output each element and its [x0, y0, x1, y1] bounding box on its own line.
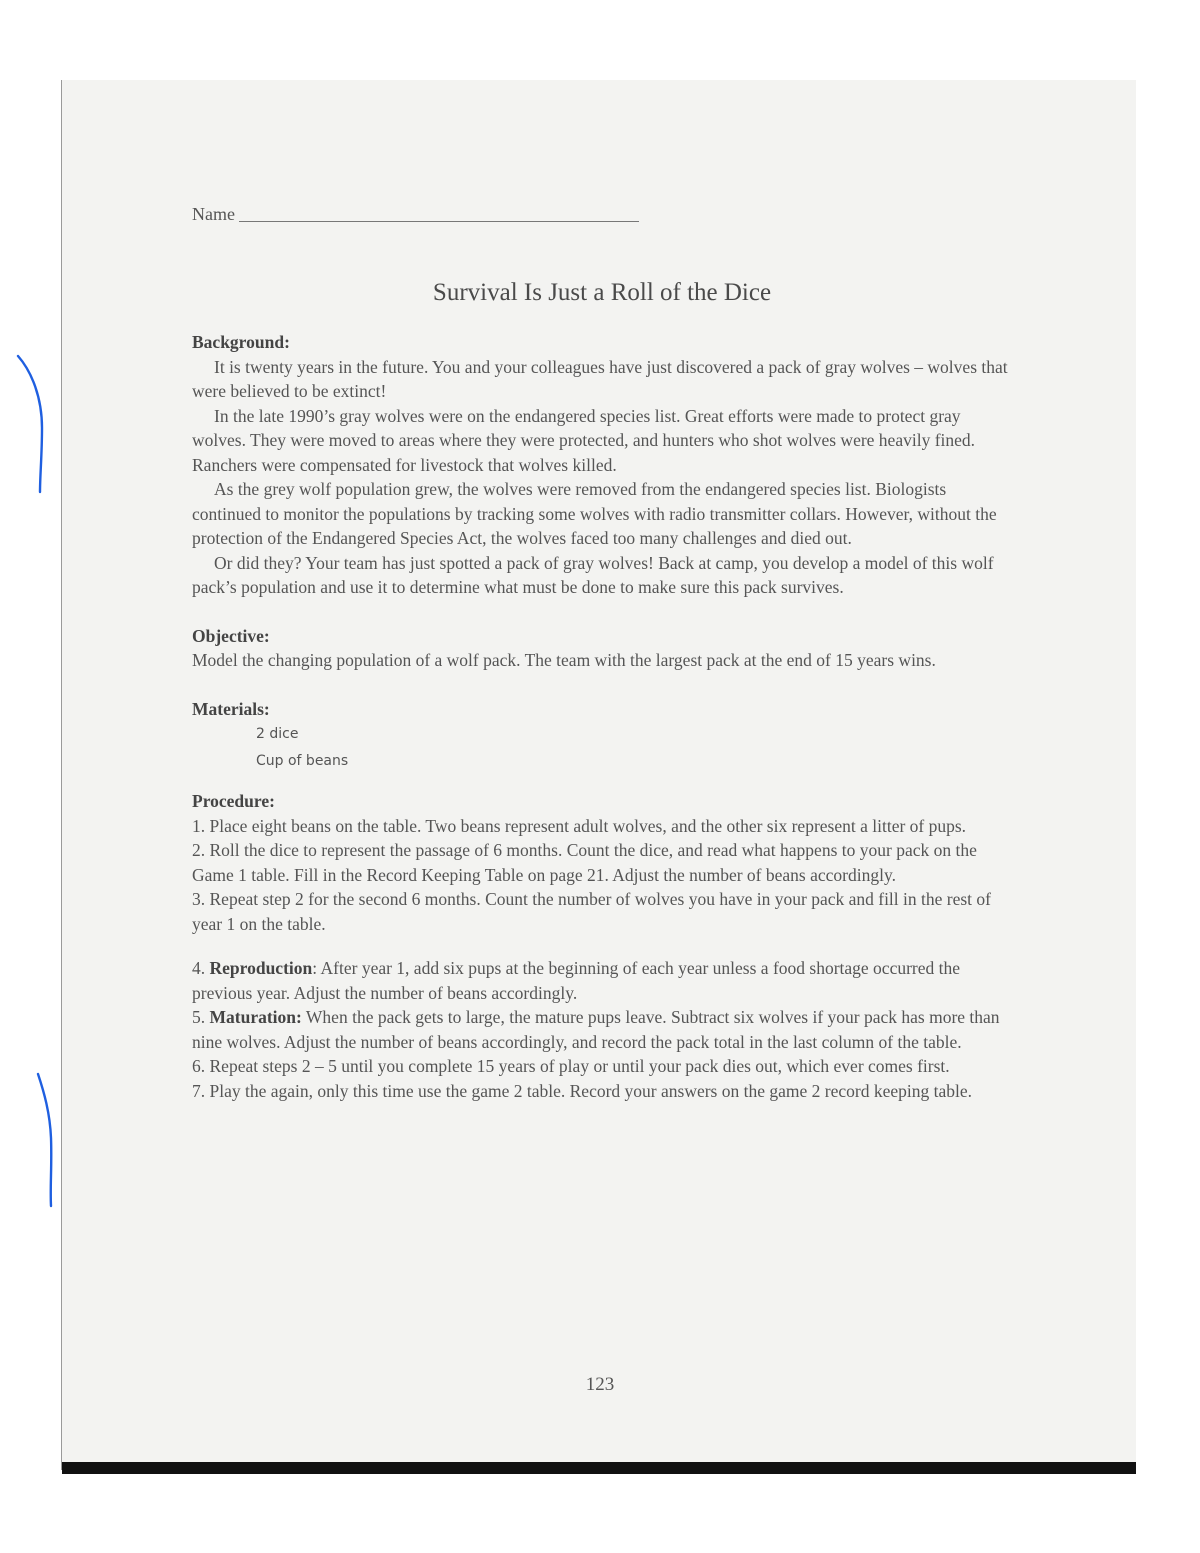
document-body	[192, 190, 1012, 1103]
step-4-text: : After year 1, add six pups at the beginning of each year unless a food shortage occurred the previous year. Adjust the number of beans accordingly.	[192, 958, 961, 1003]
step-5-text: When the pack gets to large, the mature pups leave. Subtract six wolves if your pack has more than nine wolves. Adjust the number of beans accordingly, and record the pack total in the last column of the table.	[192, 1007, 1000, 1052]
annotation-bracket-top	[10, 350, 50, 500]
step-4-label: Reproduction	[209, 958, 313, 978]
procedure-step-3: 3. Repeat step 2 for the second 6 months. Count the number of wolves you have in your pack and fill in the rest of year 1 on the table.	[192, 889, 991, 934]
materials-list	[192, 721, 1012, 775]
materials-item: Cup of beans	[256, 753, 349, 769]
page-title: Survival Is Just a Roll of the Dice	[432, 279, 772, 306]
name-blank-line[interactable]	[239, 221, 639, 222]
objective-heading: Objective:	[192, 625, 270, 646]
procedure-step-2: 2. Roll the dice to represent the passage of 6 months. Count the dice, and read what happens to your pack on the Game 1 table. Fill in the Record Keeping Table on page 21. Adjust the number of beans accordingly.	[192, 840, 977, 885]
materials-item: 2 dice	[256, 726, 299, 742]
procedure-step-5	[192, 1005, 1012, 1054]
name-label: Name	[192, 203, 235, 224]
paper-bottom-shadow	[62, 1462, 1136, 1474]
name-field-row	[192, 190, 1012, 226]
background-paragraph: In the late 1990’s gray wolves were on the endangered species list. Great efforts were made to protect gray wolves. They were moved to areas where they were protected, and hunters who shot wolves were heavily fined. Ranchers were compensated for livestock that wolves killed.	[192, 405, 976, 475]
step-5-label: Maturation:	[209, 1007, 302, 1027]
step-5-number: 5.	[192, 1007, 206, 1027]
procedure-step-4	[192, 956, 1012, 1005]
materials-heading: Materials:	[192, 698, 270, 719]
procedure-step-7: 7. Play the again, only this time use the game 2 table. Record your answers on the game 2 record keeping table.	[192, 1080, 972, 1101]
background-heading: Background:	[192, 332, 290, 352]
procedure-heading: Procedure:	[192, 791, 275, 811]
procedure-step-6: 6. Repeat steps 2 – 5 until you complete 15 years of play or until your pack dies out, which ever comes first.	[192, 1056, 950, 1076]
page-number: 123	[585, 1374, 615, 1395]
annotation-bracket-bottom	[30, 1068, 70, 1213]
objective-text: Model the changing population of a wolf pack. The team with the largest pack at the end of 15 years wins.	[192, 650, 936, 670]
background-paragraph: As the grey wolf population grew, the wolves were removed from the endangered species list. Biologists continued to monitor the populations by tracking some wolves with radio transmitter collars. However, without the protection of the Endangered Species Act, the wolves faced too many challenges and died out.	[192, 479, 997, 548]
background-paragraph: It is twenty years in the future. You and your colleagues have just discovered a pack of gray wolves – wolves that were believed to be extinct!	[192, 356, 1008, 401]
background-paragraph: Or did they? Your team has just spotted a pack of gray wolves! Back at camp, you develop a model of this wolf pack’s population and use it to determine what must be done to make sure this pack survives.	[192, 552, 994, 597]
procedure-step-1: 1. Place eight beans on the table. Two beans represent adult wolves, and the other six represent a litter of pups.	[192, 815, 967, 836]
step-4-number: 4.	[192, 958, 206, 978]
